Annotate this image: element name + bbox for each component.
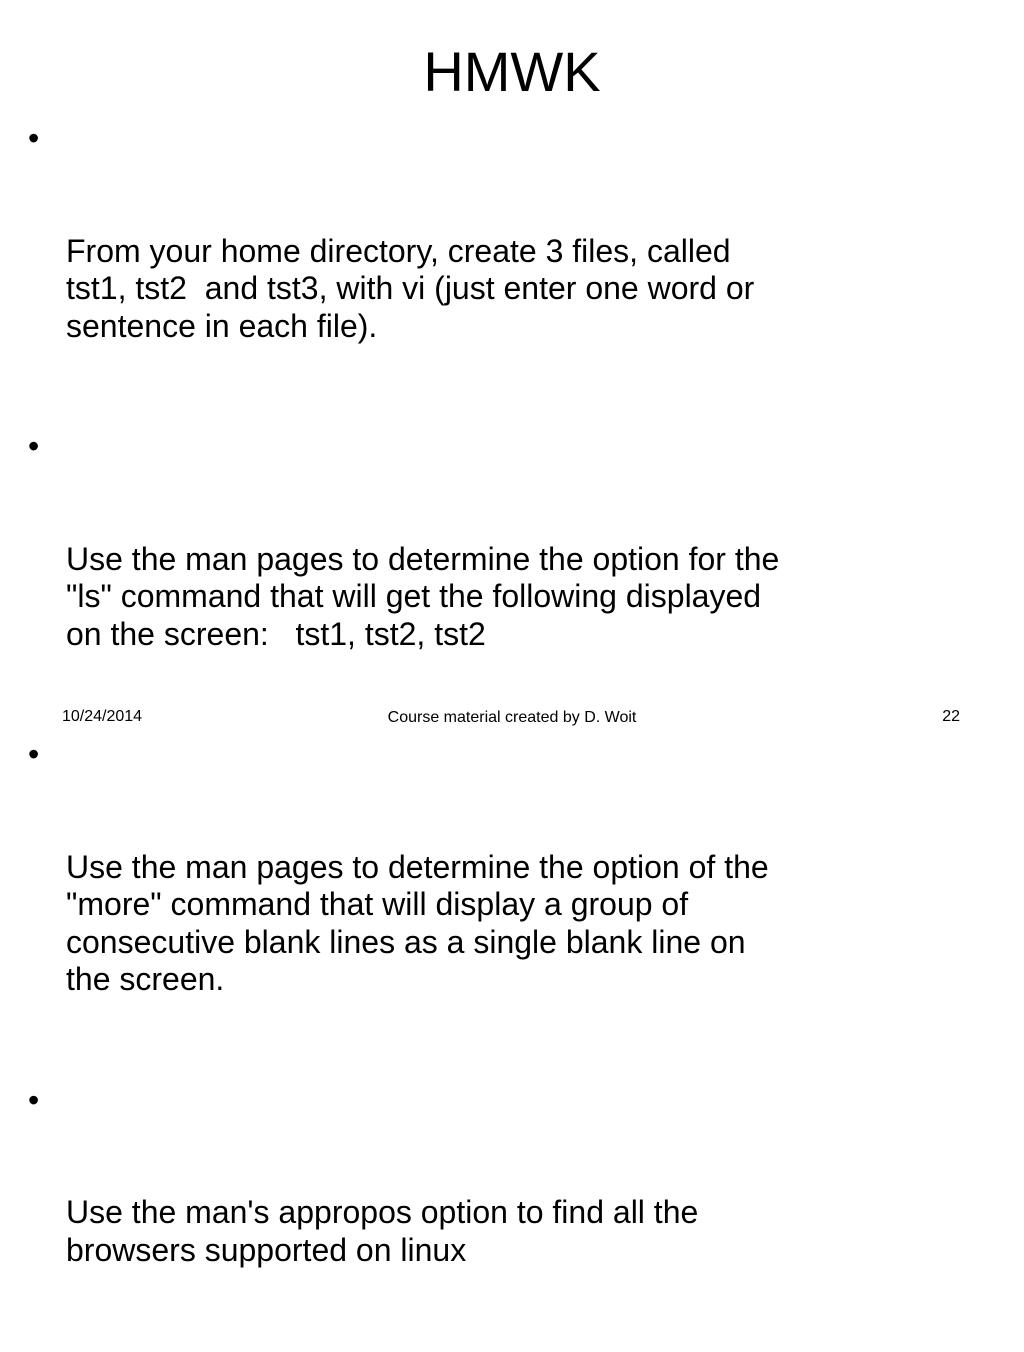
slide-title: HMWK bbox=[423, 40, 601, 103]
bullet-text: Use the man's appropos option to find all the browsers supported on linux bbox=[66, 1194, 699, 1268]
bullet-icon: • bbox=[28, 428, 40, 464]
footer-date: 10/24/2014 bbox=[62, 708, 143, 725]
bullet-text: Use the man pages to determine the option for the "ls" command that will get the following displayed on the screen: tst1, tst2, tst2 bbox=[66, 540, 780, 652]
bullet-item bbox=[28, 736, 988, 1074]
bullet-icon: • bbox=[28, 120, 40, 156]
page-number: 22 bbox=[942, 708, 960, 725]
footer-credit: Course material created by D. Woit bbox=[387, 709, 637, 726]
bullet-icon: • bbox=[28, 736, 40, 772]
bullet-text: From your home directory, create 3 files, called tst1, tst2 and tst3, with vi (just enter one word or sentence in each file). bbox=[66, 232, 755, 344]
bullet-item bbox=[28, 428, 988, 728]
bullet-icon: • bbox=[28, 1081, 40, 1118]
bullet-text: Use the man pages to determine the option of the "more" command that will display a group of consecutive blank lines as a single blank line on the screen. bbox=[66, 848, 769, 997]
bullet-list bbox=[28, 120, 988, 1352]
bullet-item bbox=[28, 120, 988, 420]
bullet-item bbox=[28, 1082, 988, 1345]
